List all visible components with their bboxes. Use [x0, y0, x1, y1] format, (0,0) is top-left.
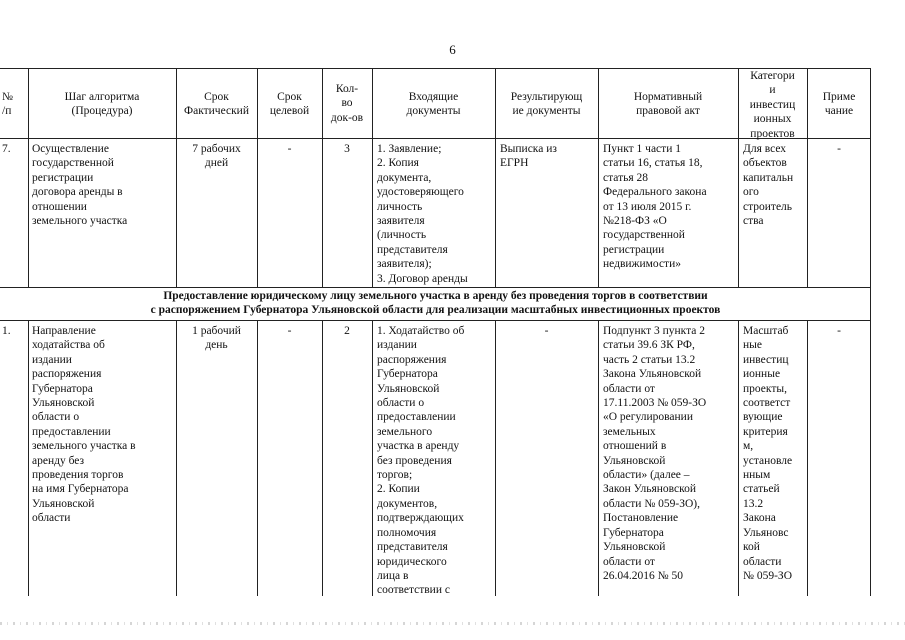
row1-result-docs: - — [544, 325, 549, 337]
row1-categories: Масштаб ные инвестиц ионные проекты, соответст вующие критерия м, установле нным статьей 13.2 Закона Ульяновс кой области № 059-ЗО — [743, 325, 793, 582]
row1-normative-act: Подпункт 3 пункта 2 статьи 39.6 ЗК РФ, часть 2 статьи 13.2 Закона Ульяновской области от 17.11.2003 № 059-ЗО «О регулировании земельных отношений в Ульяновской области» (далее – Закон Ульяновской области № 059-ЗО), Постановление Губернатора Ульяновской области от 26.04.2016 № 50 — [603, 325, 707, 582]
col-border-3b — [257, 320, 258, 596]
row7-term-actual: 7 рабочих дней — [192, 143, 241, 170]
header-num: № /п — [2, 91, 13, 118]
header-doc-count: Кол- во док-ов — [330, 83, 364, 124]
col-border-6b — [495, 320, 496, 596]
row1-input-docs: 1. Ходатайство об издании распоряжения Губернатора Ульяновской области о предоставлении земельного участка в аренду без проведения торгов; 2. Копии документов, подтверждающих полномочия представителя юридического лица в соответствии с — [377, 325, 465, 596]
page-number: 6 — [449, 42, 456, 57]
col-border-1b — [28, 320, 29, 596]
col-border-9b — [807, 320, 808, 596]
col-border-5b — [372, 320, 373, 596]
col-border-4a — [322, 68, 323, 287]
col-border-5a — [372, 68, 373, 287]
row1-term-actual: 1 рабочий день — [192, 325, 241, 352]
row7-num: 7. — [2, 143, 11, 155]
row1-term-target: - — [287, 325, 292, 337]
col-border-2a — [176, 68, 177, 287]
algorithm-table — [0, 68, 871, 596]
row7-input-docs: 1. Заявление; 2. Копия документа, удостоверяющего личность заявителя (личность представителя заявителя); 3. Договор аренды — [377, 143, 468, 285]
header-normative-act: Нормативный правовой акт — [633, 91, 703, 118]
row7-normative-act: Пункт 1 части 1 статьи 16, статья 18, статья 28 Федерального закона от 13 июля 2015 г. №218-ФЗ «О государственной регистрации недвижимости» — [603, 143, 707, 271]
row1-note: - — [837, 325, 841, 337]
row7-note: - — [837, 143, 841, 155]
col-border-6a — [495, 68, 496, 287]
col-border-3a — [257, 68, 258, 287]
col-border-9a — [807, 68, 808, 287]
header-note: Приме чание — [822, 91, 856, 118]
row7-step: Осуществление государственной регистрации договора аренды в отношении земельного участка — [32, 143, 128, 228]
table-right-border — [870, 68, 871, 596]
header-term-target: Срок целевой — [269, 91, 310, 118]
row1-doc-count: 2 — [344, 325, 350, 337]
col-border-8b — [738, 320, 739, 596]
row7-doc-count: 3 — [344, 143, 350, 155]
row1-num: 1. — [2, 325, 11, 337]
row7-term-target: - — [287, 143, 292, 155]
col-border-8a — [738, 68, 739, 287]
col-border-7a — [598, 68, 599, 287]
header-step: Шаг алгоритма (Процедура) — [64, 91, 140, 118]
section-bottom-border — [0, 320, 871, 321]
col-border-1a — [28, 68, 29, 287]
header-result-docs: Результирующ ие документы — [510, 91, 583, 118]
col-border-7b — [598, 320, 599, 596]
header-categories: Категори и инвестиц ионных проектов — [749, 70, 796, 140]
section-title: Предоставление юридическому лицу земельного участка в аренду без проведения торгов в соответствии с распоряжением Губернатора Ульяновской области для реализации масштабных инвестиционных проектов — [150, 290, 721, 316]
header-term-actual: Срок Фактический — [184, 91, 249, 118]
col-border-2b — [176, 320, 177, 596]
header-input-docs: Входящие документы — [406, 91, 461, 118]
row7-result-docs: Выписка из ЕГРН — [500, 143, 557, 170]
scan-noise-strip — [0, 622, 905, 625]
row7-bottom-border — [0, 287, 871, 288]
row1-step: Направление ходатайства об издании распоряжения Губернатора Ульяновской области о предоставлении земельного участка в аренду без проведения торгов на имя Губернатора Ульяновской области — [32, 325, 136, 525]
col-border-4b — [322, 320, 323, 596]
row7-categories: Для всех объектов капитальн ого строитель ства — [743, 143, 794, 228]
